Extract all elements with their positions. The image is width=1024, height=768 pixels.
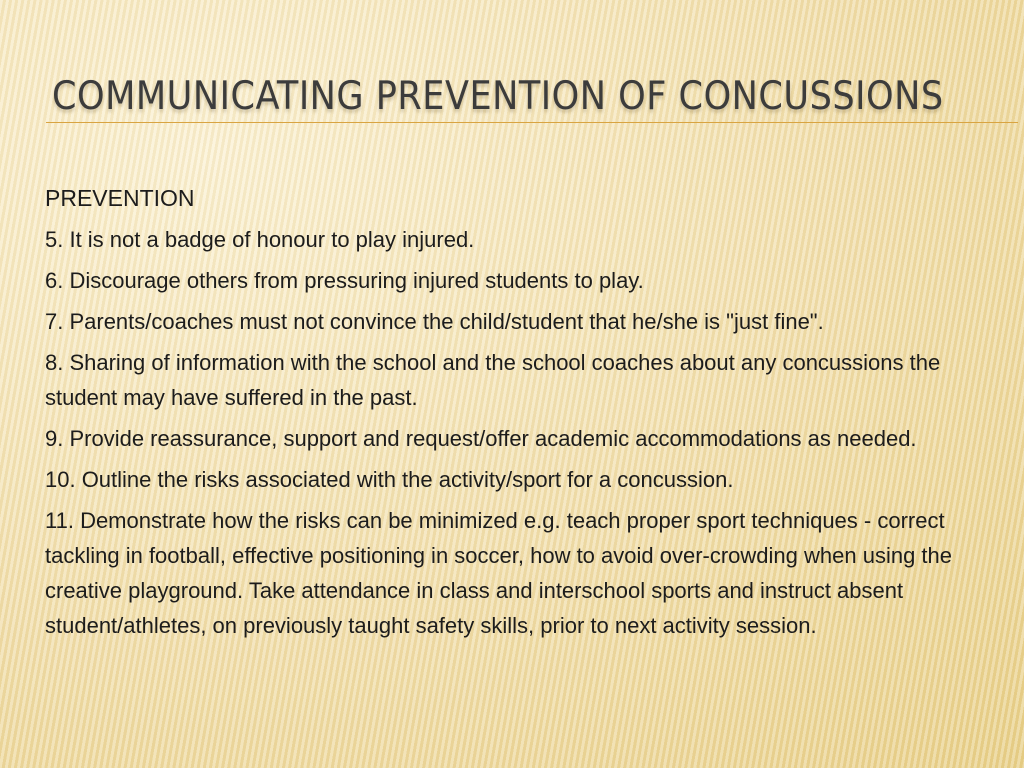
list-item: 11. Demonstrate how the risks can be minimized e.g. teach proper sport techniques - correct tackling in football, effective positioning in soccer, how to avoid over-crowding when using the creative playground. Take attendance in class and interschool sports and instruct absent student/athletes, on previously taught safety skills, prior to next activity session. [45, 508, 953, 638]
list-item: 10. Outline the risks associated with the activity/sport for a concussion. [45, 467, 734, 492]
list-item: 5. It is not a badge of honour to play injured. [45, 227, 475, 252]
section-heading: PREVENTION [45, 185, 195, 211]
list-item: 6. Discourage others from pressuring injured students to play. [45, 268, 644, 293]
list-item: 7. Parents/coaches must not convince the child/student that he/she is "just fine". [45, 309, 824, 334]
list-item: 9. Provide reassurance, support and request/offer academic accommodations as needed. [45, 426, 917, 451]
title-divider [46, 122, 1018, 123]
list-item: 8. Sharing of information with the school and the school coaches about any concussions the student may have suffered in the past. [45, 350, 941, 410]
slide-title: COMMUNICATING PREVENTION OF CONCUSSIONS [52, 74, 944, 119]
slide-body [45, 180, 995, 649]
